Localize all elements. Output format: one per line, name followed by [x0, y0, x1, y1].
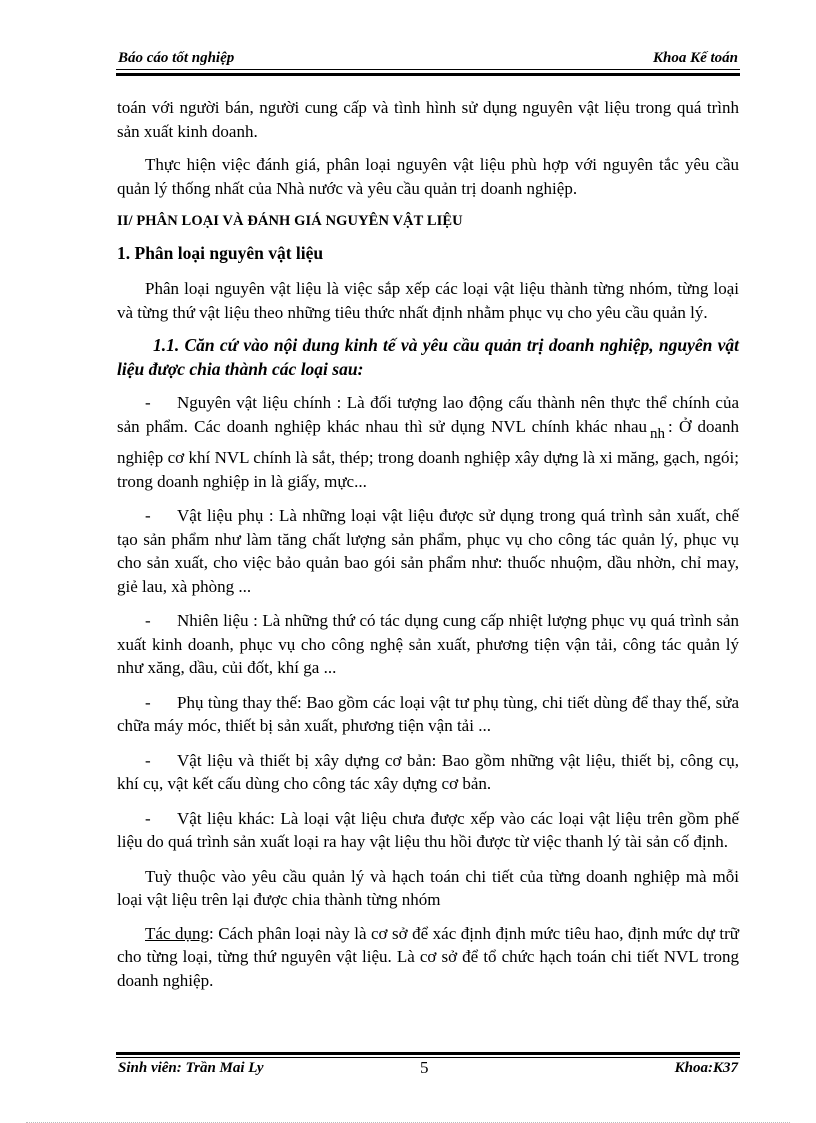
list-item: [117, 504, 739, 598]
header-department: Khoa Kế toán: [652, 50, 738, 66]
footer-class: Khoa:K37: [674, 1060, 738, 1076]
list-item: [117, 691, 739, 738]
list-item: [117, 609, 739, 680]
list-item: [117, 749, 739, 796]
list-item-text: Phụ tùng thay thế: Bao gồm các loại vật tư phụ tùng, chi tiết dùng để thay thế, sửa chữa máy móc, thiết bị sản xuất, phương tiện vận tải ...: [117, 692, 739, 735]
bullet-dash: -: [145, 393, 151, 412]
list-item-subscript: nh: [650, 425, 665, 442]
list-item: [117, 807, 739, 854]
subsubsection-heading: 1.1. Căn cứ vào nội dung kinh tế và yêu cầu quản trị doanh nghiệp, nguyên vật liệu được chia thành các loại sau:: [117, 335, 739, 379]
header-title: Báo cáo tốt nghiệp: [118, 50, 235, 66]
page-header: [116, 48, 740, 70]
list-item: [117, 391, 739, 493]
list-item-text: Vật liệu khác: Là loại vật liệu chưa được xếp vào các loại vật liệu trên gồm phế liệu do quá trình sản xuất loại ra hay vật liệu thu hồi được từ việc thanh lý tài sản cố định.: [117, 808, 739, 851]
page-footer: [116, 1058, 740, 1080]
effect-text: : Cách phân loại này là cơ sở để xác định định mức tiêu hao, định mức dự trữ cho từng loại, từng thứ nguyên vật liệu. Là cơ sở để tổ chức hạch toán chi tiết NVL trong doanh nghiệp.: [117, 923, 739, 990]
section-heading: II/ PHÂN LOẠI VÀ ĐÁNH GIÁ NGUYÊN VẬT LIỆU: [117, 213, 463, 229]
footer-student: Sinh viên: Trần Mai Ly: [118, 1060, 264, 1076]
bullet-dash: -: [145, 808, 151, 828]
subsection-heading: 1. Phân loại nguyên vật liệu: [117, 242, 324, 263]
list-item-text-continued: : Ở doanh nghiệp cơ khí NVL chính là sắt, thép; trong doanh nghiệp xây dựng là xi măng, gạch, ngói; trong doanh nghiệp in là giấy, mực...: [117, 416, 739, 491]
effect-label: Tác dụng: [145, 923, 209, 943]
paragraph-classification-intro: Phân loại nguyên vật liệu là việc sắp xếp các loại vật liệu thành từng nhóm, từng loại và từng thứ vật liệu theo những tiêu thức nhất định nhằm phục vụ cho yêu cầu quản lý.: [117, 279, 739, 322]
page-number: 5: [420, 1058, 429, 1077]
bullet-dash: -: [145, 611, 151, 630]
paragraph-evaluation: Thực hiện việc đánh giá, phân loại nguyên vật liệu phù hợp với nguyên tắc yêu cầu quản lý thống nhất của Nhà nước và yêu cầu quản trị doanh nghiệp.: [117, 155, 739, 198]
bullet-dash: -: [145, 692, 151, 712]
list-item-text: Nguyên vật liệu chính : Là đối tượng lao động cấu thành nên thực thể chính của sản phẩm. Các doanh nghiệp khác nhau thì sử dụng NVL chính khác nhau: [117, 393, 739, 436]
paragraph-continuation: toán với người bán, người cung cấp và tình hình sử dụng nguyên vật liệu trong quá trình sản xuất kinh doanh.: [117, 98, 739, 141]
document-body: [117, 96, 739, 1002]
list-item-text: Vật liệu phụ : Là những loại vật liệu được sử dụng trong quá trình sản xuất, chế tạo sản phẩm như làm tăng chất lượng sản phẩm, phục vụ cho công tác quản lý, phục vụ cho sản xuất, cho việc bảo quản bao gói sản phẩm như: thuốc nhuộm, dầu nhờn, chỉ may, giẻ lau, xà phòng ...: [117, 506, 739, 596]
list-item-text: Vật liệu và thiết bị xây dựng cơ bản: Bao gồm những vật liệu, thiết bị, công cụ, khí cụ, vật kết cấu dùng cho công tác xây dựng cơ bản.: [117, 750, 739, 793]
paragraph-grouping: Tuỳ thuộc vào yêu cầu quản lý và hạch toán chi tiết của từng doanh nghiệp mà mỗi loại vật liệu trên lại được chia thành từng nhóm: [117, 866, 739, 909]
list-item-text: Nhiên liệu : Là những thứ có tác dụng cung cấp nhiệt lượng phục vụ quá trình sản xuất kinh doanh, phục vụ cho công nghệ sản xuất, phương tiện vận tải, công tác quản lý như xăng, dầu, củi đốt, khí ga ...: [117, 611, 739, 677]
bullet-dash: -: [145, 750, 151, 770]
header-rule-thin: [116, 69, 740, 70]
paragraph-effect: [117, 922, 739, 993]
header-rule-thick: [116, 73, 740, 76]
bullet-dash: -: [145, 506, 151, 525]
footer-rule-thick: [116, 1052, 740, 1055]
